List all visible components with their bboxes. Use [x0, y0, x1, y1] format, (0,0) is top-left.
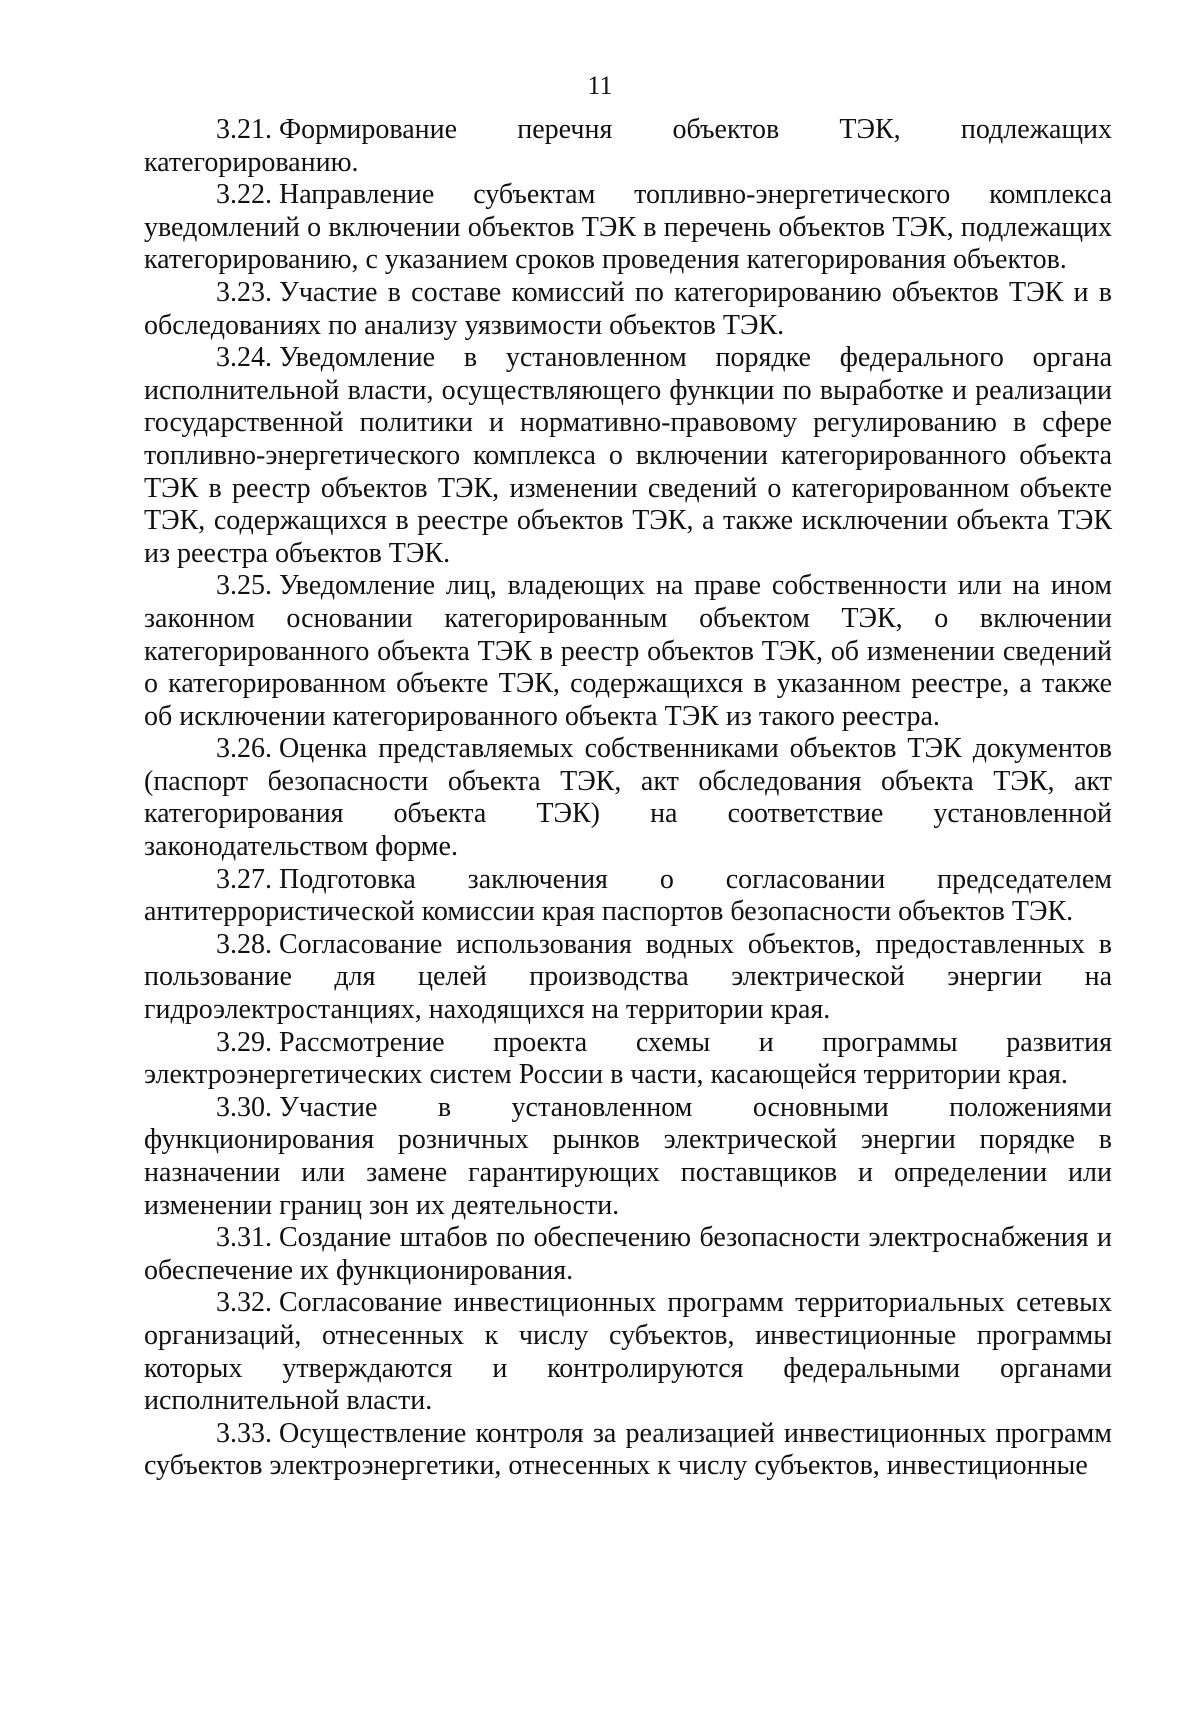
- paragraph-number: 3.25.: [216, 570, 272, 602]
- paragraph-text: Осуществление контроля за реализацией инвестиционных программ субъектов электроэнергетики, отнесенных к числу субъектов, инвестиционные: [144, 1417, 1112, 1482]
- paragraph-3-30: [144, 1092, 1112, 1222]
- paragraph-number: 3.32.: [216, 1287, 272, 1319]
- paragraph-number: 3.29.: [216, 1026, 272, 1058]
- paragraph-text: Участие в составе комиссий по категорированию объектов ТЭК и в обследованиях по анализу уязвимости объектов ТЭК.: [144, 276, 1112, 341]
- paragraph-3-25: [144, 570, 1112, 733]
- paragraph-number: 3.28.: [216, 928, 272, 960]
- paragraph-3-22: [144, 179, 1112, 277]
- paragraph-text: Уведомление в установленном порядке федерального органа исполнительной власти, осуществляющего функции по выработке и реализации государственной политики и нормативно-правовому регулированию в сфере топливно-энергетического комплекса о включении категорированного объекта ТЭК в реестр объектов ТЭК, изменении сведений о категорированном объекте ТЭК, содержащихся в реестре объектов ТЭК, а также исключении объекта ТЭК из реестра объектов ТЭК.: [144, 342, 1112, 569]
- paragraph-text: Направление субъектам топливно-энергетического комплекса уведомлений о включении объектов ТЭК в перечень объектов ТЭК, подлежащих категорированию, с указанием сроков проведения категорирования объектов.: [144, 179, 1112, 276]
- paragraph-3-28: [144, 929, 1112, 1027]
- paragraph-text: Уведомление лиц, владеющих на праве собственности или на ином законном основании категорированным объектом ТЭК, о включении категорированного объекта ТЭК в реестр объектов ТЭК, об изменении сведений о категорированном объекте ТЭК, содержащихся в указанном реестре, а также об исключении категорированного объекта ТЭК из такого реестра.: [144, 570, 1112, 732]
- paragraph-number: 3.21.: [216, 114, 272, 145]
- paragraph-3-26: [144, 733, 1112, 863]
- paragraph-text: Подготовка заключения о согласовании председателем антитеррористической комиссии края паспортов безопасности объектов ТЭК.: [144, 863, 1112, 928]
- paragraph-text: Согласование использования водных объектов, предоставленных в пользование для целей производства электрической энергии на гидроэлектростанциях, находящихся на территории края.: [144, 928, 1112, 1026]
- paragraph-3-27: [144, 864, 1112, 929]
- paragraph-number: 3.22.: [216, 179, 272, 211]
- paragraph-3-32: [144, 1287, 1112, 1417]
- paragraph-text: Участие в установленном основными положениями функционирования розничных рынков электрической энергии порядке в назначении или замене гарантирующих поставщиков и определении или изменении границ зон их деятельности.: [144, 1091, 1112, 1221]
- paragraph-3-24: [144, 342, 1112, 570]
- paragraph-text: Создание штабов по обеспечению безопасности электроснабжения и обеспечение их функционирования.: [144, 1222, 1112, 1286]
- paragraph-number: 3.26.: [216, 733, 272, 765]
- paragraph-number: 3.31.: [216, 1222, 272, 1254]
- paragraph-number: 3.33.: [216, 1417, 272, 1449]
- paragraph-text: Согласование инвестиционных программ территориальных сетевых организаций, отнесенных к числу субъектов, инвестиционные программы которых утверждаются и контролируются федеральными органами исполнительной власти.: [144, 1287, 1112, 1417]
- paragraph-number: 3.23.: [216, 276, 272, 308]
- paragraph-number: 3.27.: [216, 863, 272, 895]
- document-body: [144, 114, 1112, 1483]
- paragraph-3-23: [144, 277, 1112, 342]
- paragraph-text: Оценка представляемых собственниками объектов ТЭК документов (паспорт безопасности объекта ТЭК, акт обследования объекта ТЭК, акт категорирования объекта ТЭК) на соответствие установленной законодательством форме.: [144, 733, 1112, 863]
- paragraph-3-29: [144, 1027, 1112, 1092]
- paragraph-3-33: [144, 1418, 1112, 1483]
- paragraph-number: 3.24.: [216, 342, 272, 374]
- page-number: 11: [587, 71, 613, 100]
- paragraph-3-31: [144, 1222, 1112, 1287]
- paragraph-text: Рассмотрение проекта схемы и программы развития электроэнергетических систем России в части, касающейся территории края.: [144, 1026, 1112, 1091]
- paragraph-3-21: [144, 114, 1112, 179]
- paragraph-text: Формирование перечня объектов ТЭК, подлежащих категорированию.: [144, 114, 1112, 178]
- paragraph-number: 3.30.: [216, 1091, 272, 1123]
